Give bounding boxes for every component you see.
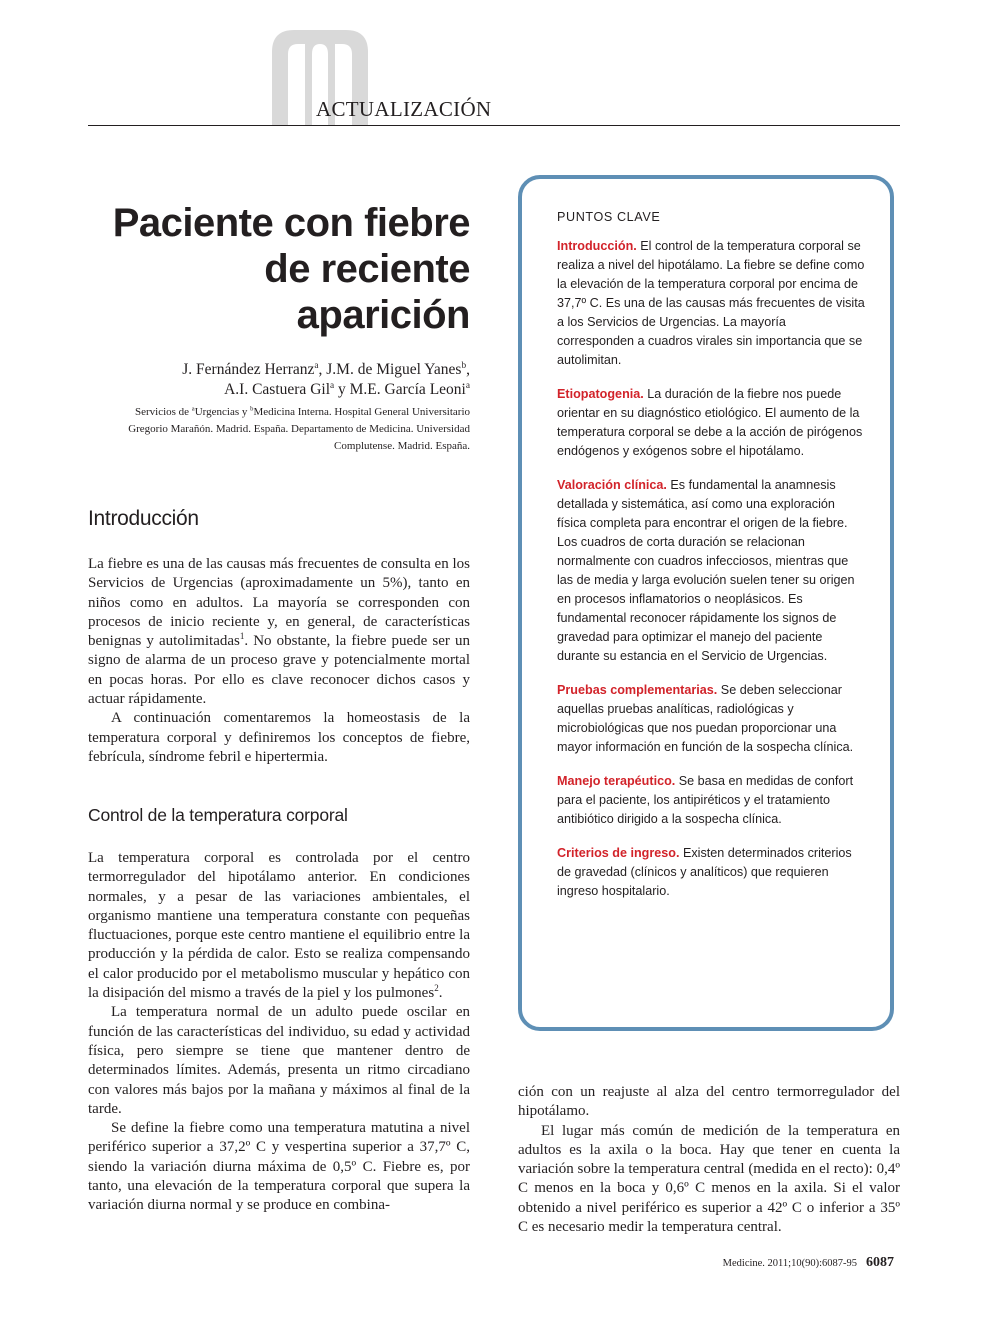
key-point-introduccion: Introducción. El control de la temperatura corporal se realiza a nivel del hipotálamo. La fiebre se define como la elevación de la temperatura corporal por encima de 37,7º C. Es una de las causas más frecuentes de visita a los Servicios de Urgencias. La mayoría corresponden a cuadros virales sin importancia que se autolimitan. — [557, 239, 865, 367]
header-rule — [88, 125, 900, 126]
control-paragraph-1: La temperatura corporal es controlada por el centro termorregulador del hipotálamo anterior. En condiciones normales, y a pesar de las variaciones ambientales, el organismo mantiene una temperatura constante con pequeñas fluctuaciones, porque este centro mantiene el equilibrio entre la producción y la pérdida de calor. Esto se realiza compensando el calor producido por el metabolismo muscular y hepático con la disipación del mismo a través de la piel y los pulmones$^2$. — [88, 850, 470, 1002]
author-list — [88, 360, 470, 400]
control-paragraph-4: El lugar más común de medición de la temperatura en adultos es la axila o la boca. Hay que tener en cuenta la variación sobre la temperatura central (medida en el recto): 0,4º C menos en la boca y 0,6º C menos en la axila. Si el valor obtenido a nivel periférico es superior a 42º C o inferior a 35º C es necesario medir la temperatura central. — [518, 1122, 900, 1236]
key-point-valoracion-clinica: Valoración clínica. Es fundamental la anamnesis detallada y sistemática, así como una exploración física completa para encontrar el origen de la fiebre. Los cuadros de corta duración se relacionan normalmente con cuadros infecciosos, mientras que las de media y larga evolución suelen tener su origen en procesos inflamatorios o neoplásicos. Es fundamental reconocer rápidamente los signos de gravedad para optimizar el manejo del paciente durante su estancia en el Servicio de Urgencias. — [557, 478, 855, 663]
control-paragraph-3-cont: ción con un reajuste al alza del centro termorregulador del hipotálamo. — [518, 1084, 900, 1120]
heading-introduccion: Introducción — [88, 507, 199, 530]
control-paragraph-2: La temperatura normal de un adulto puede oscilar en función de las características del individuo, su edad y actividad física, pero siempre se tiene que mantener dentro de determinados límites. Además, presenta un ritmo circadiano con valores más bajos por la mañana y máximos al final de la tarde. — [88, 1004, 470, 1117]
title-line-1: Paciente con fiebre — [112, 201, 470, 245]
key-point-criterios-ingreso: Criterios de ingreso. Existen determinados criterios de gravedad (clínicos y analíticos) que requieren ingreso hospitalario. — [557, 846, 852, 898]
page-number: 6087 — [866, 1255, 894, 1270]
key-points-title: PUNTOS CLAVE — [557, 210, 661, 224]
affiliation — [88, 404, 470, 455]
intro-paragraph-2: A continuación comentaremos la homeostasis de la temperatura corporal y definiremos los conceptos de fiebre, febrícula, síndrome febril e hipertermia. — [88, 710, 470, 765]
heading-control-temperatura: Control de la temperatura corporal — [88, 805, 348, 825]
control-paragraph-3: Se define la fiebre como una temperatura matutina a nivel periférico superior a 37,2º C y vespertina superior a 37,7º C, siendo la variación diurna máxima de 0,5º C. Fiebre es, por tanto, una elevación de la temperatura corporal que supera la variación diurna normal y se produce en combina- — [88, 1120, 470, 1214]
key-points-content — [557, 208, 865, 916]
control-text-col2 — [518, 1083, 900, 1237]
affiliation-line-3: Complutense. Madrid. España. — [334, 440, 470, 452]
title-line-3: aparición — [296, 293, 470, 337]
key-point-pruebas-complementarias: Pruebas complementarias. Se deben seleccionar aquellas pruebas analíticas, radiológicas y microbiológicas que nos puedan proporcionar una mayor información en función de la sospecha clínica. — [557, 683, 854, 754]
section-label: ACTUALIZACIÓN — [316, 97, 492, 121]
control-text-col1 — [88, 849, 470, 1216]
intro-text — [88, 555, 470, 767]
key-point-manejo-terapeutico: Manejo terapéutico. Se basa en medidas de confort para el paciente, los antipiréticos y el tratamiento antibiótico dirigido a la sospecha clínica. — [557, 774, 854, 826]
key-point-etiopatogenia: Etiopatogenia. La duración de la fiebre nos puede orientar en su diagnóstico etiológico. El aumento de la temperatura corporal se debe a la acción de pirógenos endógenos y exógenos sobre el hipotálamo. — [557, 387, 863, 458]
journal-citation: Medicine. 2011;10(90):6087-95 — [722, 1258, 857, 1269]
article-title — [88, 200, 470, 338]
affiliation-line-1: Servicios de $^a$Urgencias y $^b$Medicina Interna. Hospital General Universitario — [134, 405, 470, 418]
authors-line-2: A.I. Castuera Gil$^a$ y M.E. García Leoni$^a$ — [224, 380, 470, 398]
affiliation-line-2: Gregorio Marañón. Madrid. España. Departamento de Medicina. Universidad — [128, 423, 470, 435]
intro-paragraph-1: La fiebre es una de las causas más frecuentes de consulta en los Servicios de Urgencias (aproximadamente un 5%), tanto en niños como en adultos. La mayoría se corresponden con procesos de inicio reciente y, en general, de características benignas y autolimitadas$^1$. No obstante, la fiebre puede ser un signo de alarma de un proceso grave y potencialmente mortal en pocas horas. Por ello es clave reconocer dichos casos y actuar rápidamente. — [88, 556, 470, 708]
authors-line-1: J. Fernández Herranz$^a$, J.M. de Miguel Yanes$^b$, — [182, 360, 470, 378]
title-line-2: de reciente — [264, 247, 470, 291]
